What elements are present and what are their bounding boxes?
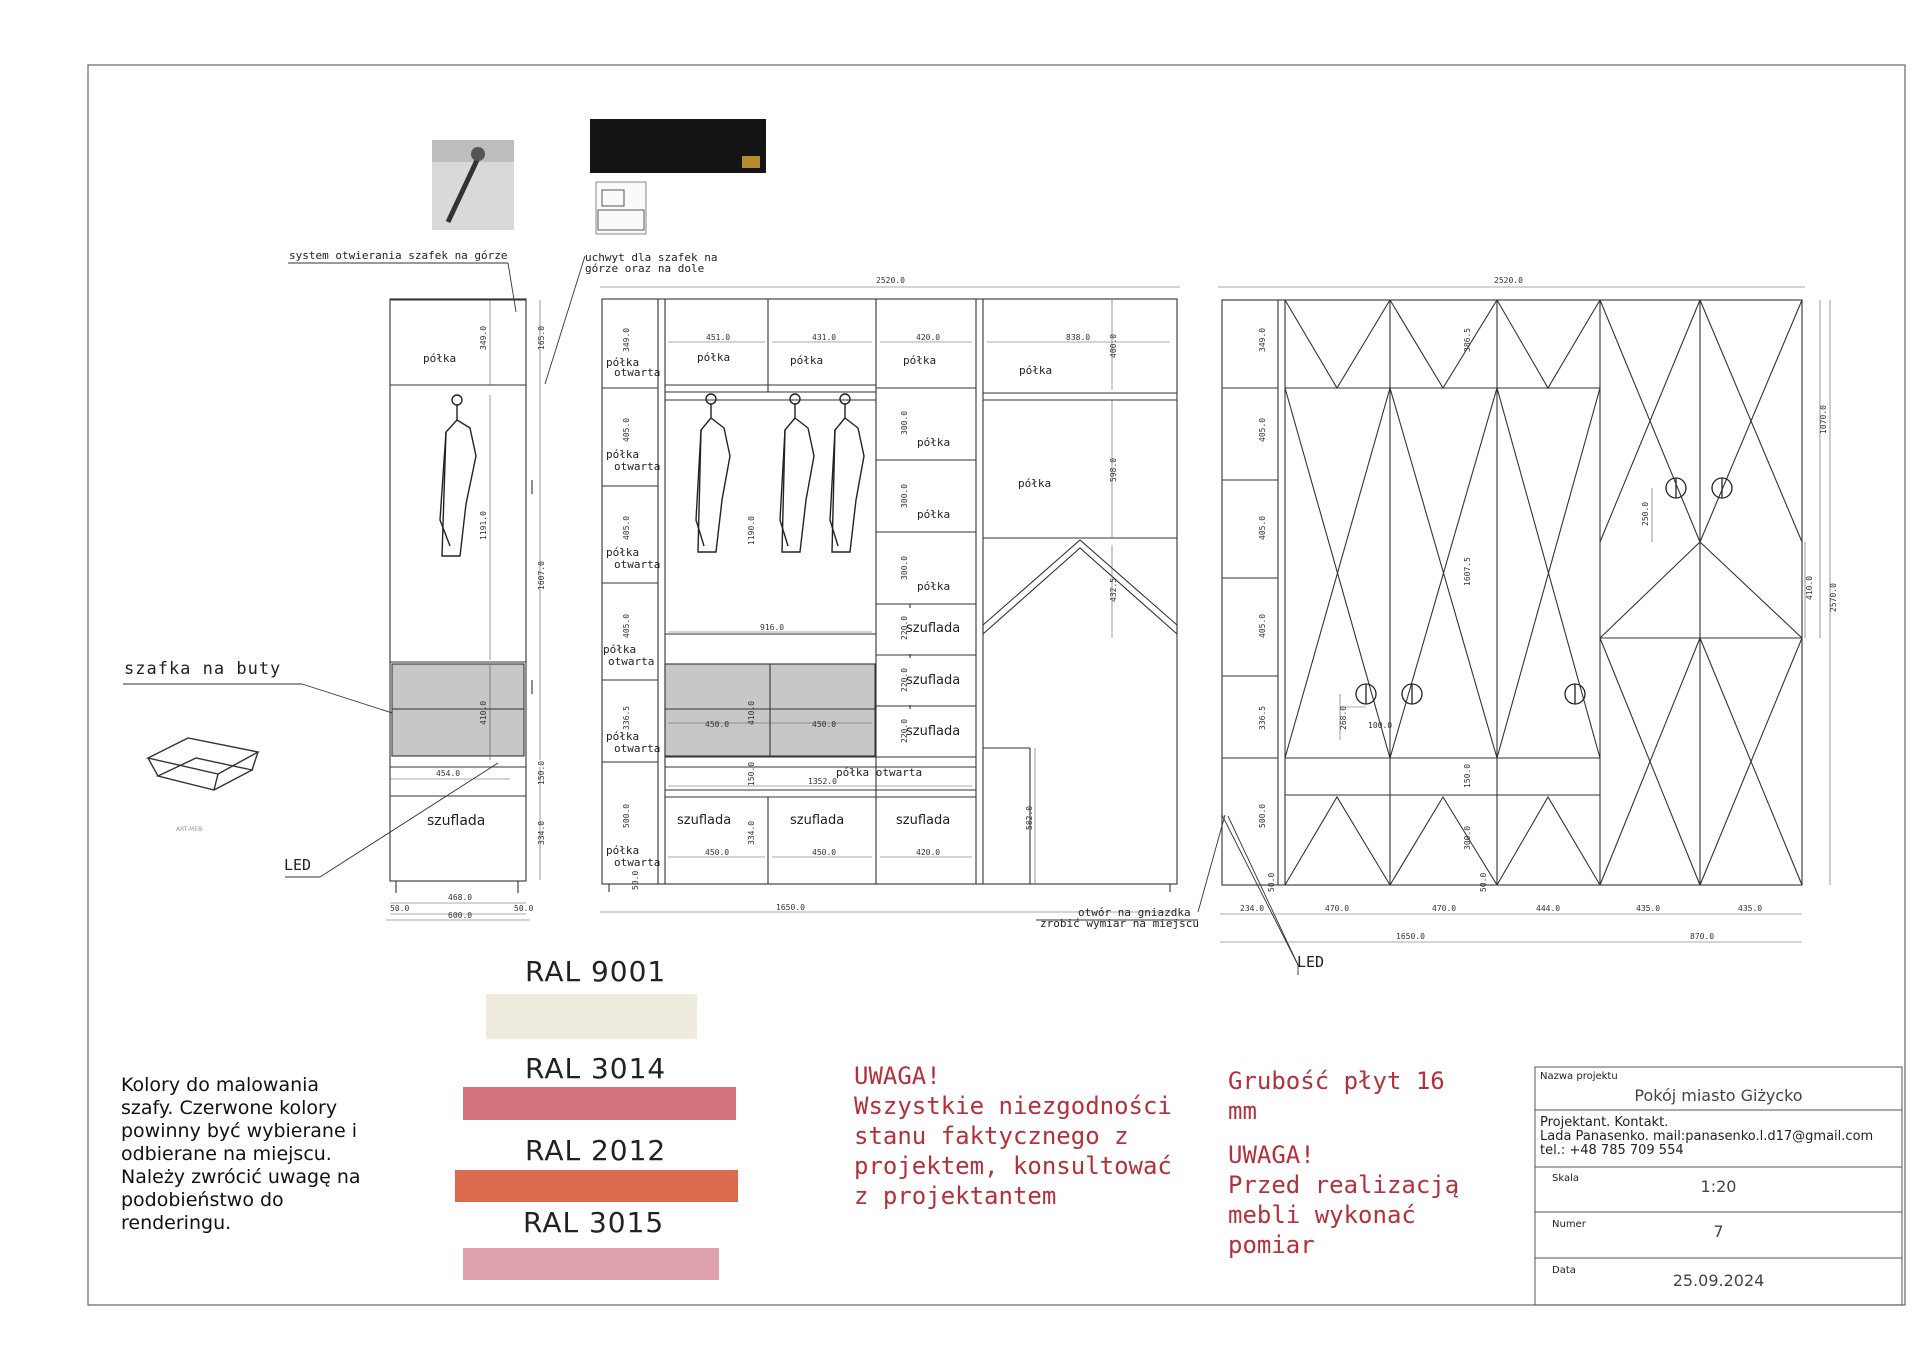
dim-label: 220.0: [900, 615, 909, 640]
ral-label-1: RAL 9001: [525, 955, 667, 988]
dim-label: 1190.0: [747, 516, 756, 545]
socket-annotation-line1: otwór na gniazdka: [1078, 906, 1191, 919]
project-name-value: Pokój miasto Giżycko: [1634, 1086, 1803, 1105]
warning-line: stanu faktycznego z: [854, 1122, 1129, 1150]
dim-label: 450.0: [812, 848, 837, 857]
thumb-watermark: ART-MEB: [176, 826, 203, 833]
front-view: [602, 299, 1177, 892]
dim-label: 50.0: [631, 870, 640, 890]
front-open-shelf-label: półka otwarta: [836, 766, 923, 779]
dim-label: 450.0: [705, 848, 730, 857]
colors-note-line: odbierane na miejscu.: [121, 1143, 332, 1165]
shoe-cabinet-annotation: szafka na buty: [124, 659, 282, 679]
thickness-line: mm: [1228, 1097, 1257, 1125]
dim-label: 450.0: [812, 720, 837, 729]
front-drawer-label-2: szuflada: [906, 673, 961, 688]
colors-note-line: szafy. Czerwone kolory: [121, 1097, 338, 1119]
dim-label: 405.0: [1258, 613, 1267, 638]
dim-label: 410.0: [479, 700, 488, 725]
warning-line: mebli wykonać: [1228, 1201, 1416, 1229]
dim-label: 1607.0: [537, 561, 546, 590]
ral-label-3: RAL 2012: [525, 1134, 667, 1167]
dim-label: 468.0: [448, 893, 473, 902]
designer-line: Lada Panasenko. mail:panasenko.l.d17@gmail.com: [1540, 1129, 1874, 1144]
dim-label: 349.0: [622, 327, 631, 352]
handle-profile-photo: [590, 119, 766, 234]
dim-label: 410.0: [747, 700, 756, 725]
front-shelf-label-4: półka: [1019, 364, 1053, 377]
led-annotation-right: LED: [1297, 953, 1325, 971]
ral-label-4: RAL 3015: [523, 1206, 665, 1239]
colors-note-line: Należy zwrócić uwagę na: [121, 1166, 361, 1188]
dim-label: 1607.5: [1463, 557, 1472, 586]
designer-contact: [1540, 1116, 1873, 1158]
dim-label: 220.0: [900, 667, 909, 692]
dim-label: 1352.0: [808, 777, 837, 786]
dim-label: 432.5: [1109, 577, 1118, 602]
dim-label: 50.0: [1479, 872, 1488, 892]
dim-label: 500.0: [622, 803, 631, 828]
bottom-drawer-label-2: szuflada: [790, 813, 845, 828]
front-shelf-label-8: półka: [917, 580, 951, 593]
gas-strut-photo: [432, 140, 514, 230]
dim-label: 598.0: [1109, 457, 1118, 482]
dim-label: 870.0: [1690, 932, 1715, 941]
dim-label: 336.5: [1258, 705, 1267, 730]
warning-measure: [1228, 1140, 1459, 1260]
warning-consult: [854, 1061, 1172, 1211]
ral-label-2: RAL 3014: [525, 1052, 667, 1085]
dim-label: 300.0: [1463, 825, 1472, 850]
dim-label: 336.5: [622, 705, 631, 730]
designer-line: tel.: +48 785 709 554: [1540, 1143, 1684, 1158]
shoe-rack-photo: [148, 738, 258, 790]
colors-note-line: Kolory do malowania: [121, 1074, 320, 1096]
dim-label: 50.0: [390, 904, 410, 913]
dim-label: 450.0: [705, 720, 730, 729]
dim-label: 300.0: [900, 555, 909, 580]
ral-swatch-3: [455, 1170, 738, 1202]
colors-note: [121, 1074, 361, 1235]
open-shelf-label-1a: półka: [606, 356, 640, 369]
dim-label: 250.0: [1641, 501, 1650, 526]
handle-annotation-line1: uchwyt dla szafek na: [585, 251, 718, 264]
dim-label: 1650.0: [1396, 932, 1425, 941]
dim-label: 2520.0: [876, 276, 905, 285]
dim-label: 300.0: [900, 483, 909, 508]
front-view-hanger-icons: [696, 394, 864, 552]
dim-label: 435.0: [1636, 904, 1661, 913]
dim-label: 838.0: [1066, 333, 1091, 342]
front-drawer-label-3: szuflada: [906, 724, 961, 739]
dim-label: 405.0: [622, 515, 631, 540]
dim-label: 435.0: [1738, 904, 1763, 913]
colors-note-line: powinny być wybierane i: [121, 1120, 357, 1142]
warning-line: Wszystkie niezgodności: [854, 1092, 1172, 1120]
front-drawer-label-1: szuflada: [906, 621, 961, 636]
dim-label: 2570.0: [1829, 583, 1838, 612]
date-label: Data: [1552, 1265, 1576, 1276]
dim-label: 1070.0: [1819, 405, 1828, 434]
dim-label: 451.0: [706, 333, 731, 342]
warning-line: z projektantem: [854, 1182, 1057, 1210]
dim-label: 405.0: [622, 417, 631, 442]
dim-label: 431.0: [812, 333, 837, 342]
front-shelf-label-1: półka: [697, 351, 731, 364]
dim-label: 349.0: [1258, 327, 1267, 352]
open-shelf-label-6b: otwarta: [614, 856, 661, 869]
warning-line: Przed realizacją: [1228, 1171, 1460, 1199]
front-shelf-label-2: półka: [790, 354, 824, 367]
dim-label: 100.0: [1368, 721, 1393, 730]
open-shelf-label-3a: półka: [606, 546, 640, 559]
dim-label: 268.0: [1339, 705, 1348, 730]
door-view: [1222, 300, 1802, 885]
front-shelf-label-5: półka: [1018, 477, 1052, 490]
dim-label: 420.0: [916, 848, 941, 857]
side-drawer-label: szuflada: [427, 813, 486, 829]
dim-label: 916.0: [760, 623, 785, 632]
dim-label: 470.0: [1325, 904, 1350, 913]
dim-label: 1650.0: [776, 903, 805, 912]
bottom-drawer-label-3: szuflada: [896, 813, 951, 828]
side-view: [390, 299, 532, 893]
dim-label: 500.0: [1258, 803, 1267, 828]
open-shelf-label-4b: otwarta: [608, 655, 655, 668]
open-shelf-label-1b: otwarta: [614, 366, 661, 379]
dim-label: 582.0: [1025, 805, 1034, 830]
led-annotation-left: LED: [284, 856, 312, 874]
ral-swatch-1: [486, 994, 697, 1039]
dim-label: 470.0: [1432, 904, 1457, 913]
handle-annotation-line2: górze oraz na dole: [585, 262, 705, 275]
number-value: 7: [1713, 1222, 1724, 1241]
dim-label: 410.0: [1805, 575, 1814, 600]
dim-label: 400.0: [1109, 333, 1118, 358]
dim-label: 405.0: [1258, 417, 1267, 442]
dim-label: 165.0: [537, 325, 546, 350]
side-view-hanger-icon: [440, 395, 476, 556]
number-label: Numer: [1552, 1219, 1586, 1230]
warning-line: pomiar: [1228, 1231, 1315, 1259]
board-thickness-note: [1228, 1066, 1445, 1126]
open-shelf-label-2a: półka: [606, 448, 640, 461]
dim-label: 2520.0: [1494, 276, 1523, 285]
colors-note-line: podobieństwo do: [121, 1189, 284, 1211]
front-shelf-label-3: półka: [903, 354, 937, 367]
open-shelf-label-5b: otwarta: [614, 742, 661, 755]
dim-label: 150.0: [747, 761, 756, 786]
warning-line: UWAGA!: [1228, 1141, 1315, 1169]
dim-label: 405.0: [1258, 515, 1267, 540]
project-name-label: Nazwa projektu: [1540, 1071, 1618, 1082]
bottom-drawer-label-1: szuflada: [677, 813, 732, 828]
open-shelf-label-3b: otwarta: [614, 558, 661, 571]
dim-label: 444.0: [1536, 904, 1561, 913]
thickness-line: Grubość płyt 16: [1228, 1067, 1445, 1095]
designer-line: Projektant. Kontakt.: [1540, 1115, 1669, 1130]
dim-label: 334.0: [537, 820, 546, 845]
front-shelf-label-6: półka: [917, 436, 951, 449]
ral-swatch-2: [463, 1087, 736, 1120]
dim-label: 405.0: [622, 613, 631, 638]
colors-note-line: renderingu.: [121, 1212, 232, 1234]
dim-label: 600.0: [448, 911, 473, 920]
side-shelf-label: półka: [423, 352, 457, 365]
dim-label: 234.0: [1240, 904, 1265, 913]
scale-label: Skala: [1552, 1173, 1579, 1184]
front-shelf-label-7: półka: [917, 508, 951, 521]
dim-label: 349.0: [479, 325, 488, 350]
dim-label: 1191.0: [479, 511, 488, 540]
open-shelf-label-6a: półka: [606, 844, 640, 857]
ral-swatch-4: [463, 1248, 719, 1280]
dim-label: 386.5: [1463, 327, 1472, 352]
warning-line: UWAGA!: [854, 1062, 941, 1090]
dim-label: 150.0: [1463, 763, 1472, 788]
dim-label: 334.0: [747, 820, 756, 845]
scale-value: 1:20: [1700, 1177, 1737, 1196]
dim-label: 50.0: [514, 904, 534, 913]
opening-system-annotation: system otwierania szafek na górze: [289, 249, 508, 262]
dim-label: 454.0: [436, 769, 461, 778]
open-shelf-label-2b: otwarta: [614, 460, 661, 473]
open-shelf-label-4a: półka: [603, 643, 637, 656]
date-value: 25.09.2024: [1672, 1271, 1765, 1290]
warning-line: projektem, konsultować: [854, 1152, 1172, 1180]
side-view-dims: [390, 326, 546, 920]
socket-annotation-line2: zrobić wymiar na miejscu: [1040, 917, 1199, 930]
dim-label: 50.0: [1267, 872, 1276, 892]
open-shelf-label-5a: półka: [606, 730, 640, 743]
dim-label: 420.0: [916, 333, 941, 342]
dim-label: 150.0: [537, 760, 546, 785]
dim-label: 220.0: [900, 718, 909, 743]
dim-label: 300.0: [900, 410, 909, 435]
